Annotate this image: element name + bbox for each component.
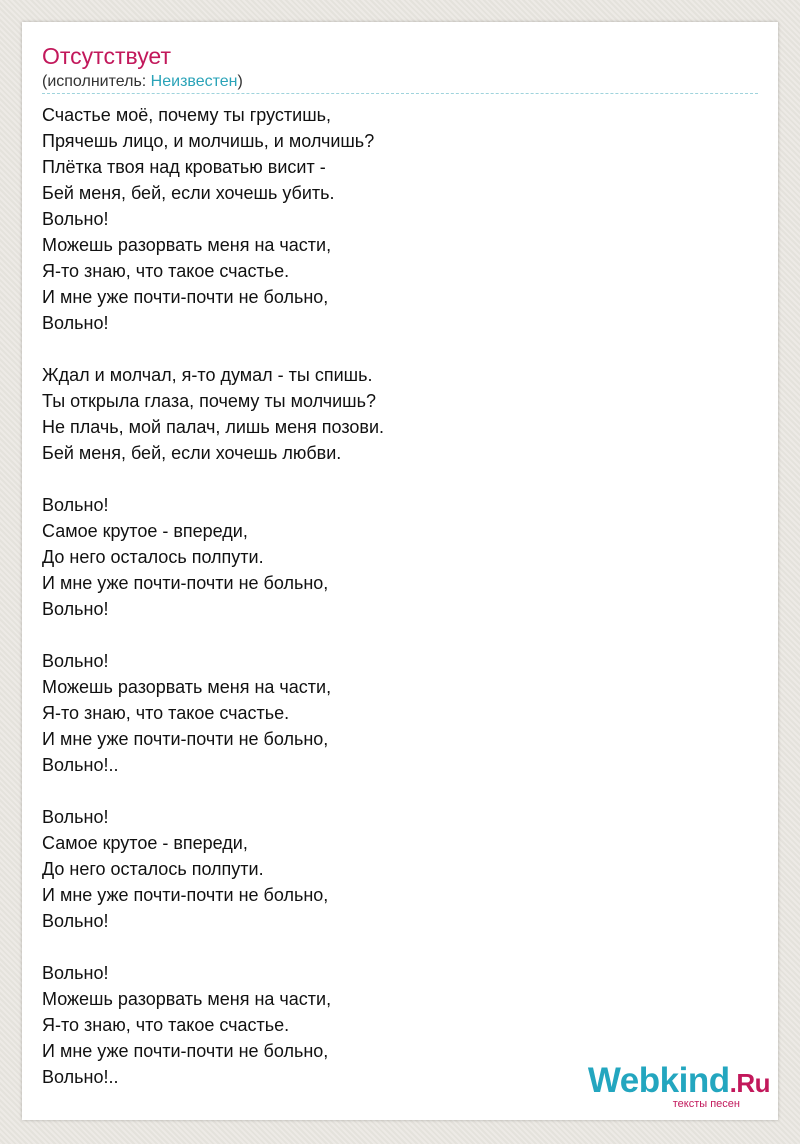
lyric-line: Прячешь лицо, и молчишь, и молчишь? (42, 131, 375, 151)
logo-main-text: Webkind (587, 1061, 730, 1100)
stanza-gap (42, 622, 742, 648)
artist-line (42, 72, 243, 92)
lyric-line: Вольно! (42, 807, 109, 827)
logo-tld-text: .Ru (729, 1068, 770, 1098)
lyric-line: Бей меня, бей, если хочешь убить. (42, 183, 335, 203)
lyric-line: До него осталось полпути. (42, 547, 264, 567)
lyric-line: Самое крутое - впереди, (42, 833, 248, 853)
lyric-line: Вольно! (42, 209, 109, 229)
lyric-line: Вольно! (42, 963, 109, 983)
lyric-line: Вольно! (42, 911, 109, 931)
stanza-gap (42, 778, 742, 804)
lyric-line: До него осталось полпути. (42, 859, 264, 879)
lyric-line: Вольно!.. (42, 755, 119, 775)
lyric-line: Можешь разорвать меня на части, (42, 677, 332, 697)
lyric-line: Можешь разорвать меня на части, (42, 989, 332, 1009)
logo-tagline: тексты песен (672, 1098, 740, 1110)
artist-prefix: (исполнитель: (42, 73, 151, 90)
lyric-line: Я-то знаю, что такое счастье. (42, 1015, 290, 1035)
lyric-line: Плётка твоя над кроватью висит - (42, 157, 326, 177)
lyric-line: И мне уже почти-почти не больно, (42, 1041, 329, 1061)
stanza-gap (42, 336, 742, 362)
lyric-line: И мне уже почти-почти не больно, (42, 885, 329, 905)
artist-link[interactable]: Неизвестен (150, 73, 238, 90)
lyric-line: Не плачь, мой палач, лишь меня позови. (42, 417, 385, 437)
lyric-line: Я-то знаю, что такое счастье. (42, 261, 290, 281)
stanza-gap (42, 934, 742, 960)
lyric-line: И мне уже почти-почти не больно, (42, 573, 329, 593)
stanza-gap (42, 466, 742, 492)
lyric-line: И мне уже почти-почти не больно, (42, 287, 329, 307)
logo-wordmark (588, 1063, 770, 1101)
lyric-line: Вольно! (42, 651, 109, 671)
title-divider (42, 93, 758, 94)
lyric-line: Счастье моё, почему ты грустишь, (42, 105, 332, 125)
lyric-line: Я-то знаю, что такое счастье. (42, 703, 290, 723)
artist-suffix: ) (237, 73, 243, 90)
lyrics-sheet (22, 22, 778, 1120)
site-logo[interactable] (588, 1063, 770, 1110)
lyrics-body (42, 102, 742, 1090)
lyric-line: Можешь разорвать меня на части, (42, 235, 332, 255)
lyric-line: Вольно!.. (42, 1067, 119, 1087)
lyric-line: И мне уже почти-почти не больно, (42, 729, 329, 749)
lyric-line: Ждал и молчал, я-то думал - ты спишь. (42, 365, 373, 385)
lyric-line: Вольно! (42, 599, 109, 619)
lyric-line: Самое крутое - впереди, (42, 521, 248, 541)
lyric-line: Вольно! (42, 313, 109, 333)
lyric-line: Вольно! (42, 495, 109, 515)
lyric-line: Бей меня, бей, если хочешь любви. (42, 443, 342, 463)
lyric-line: Ты открыла глаза, почему ты молчишь? (42, 391, 376, 411)
song-title: Отсутствует (42, 43, 171, 69)
